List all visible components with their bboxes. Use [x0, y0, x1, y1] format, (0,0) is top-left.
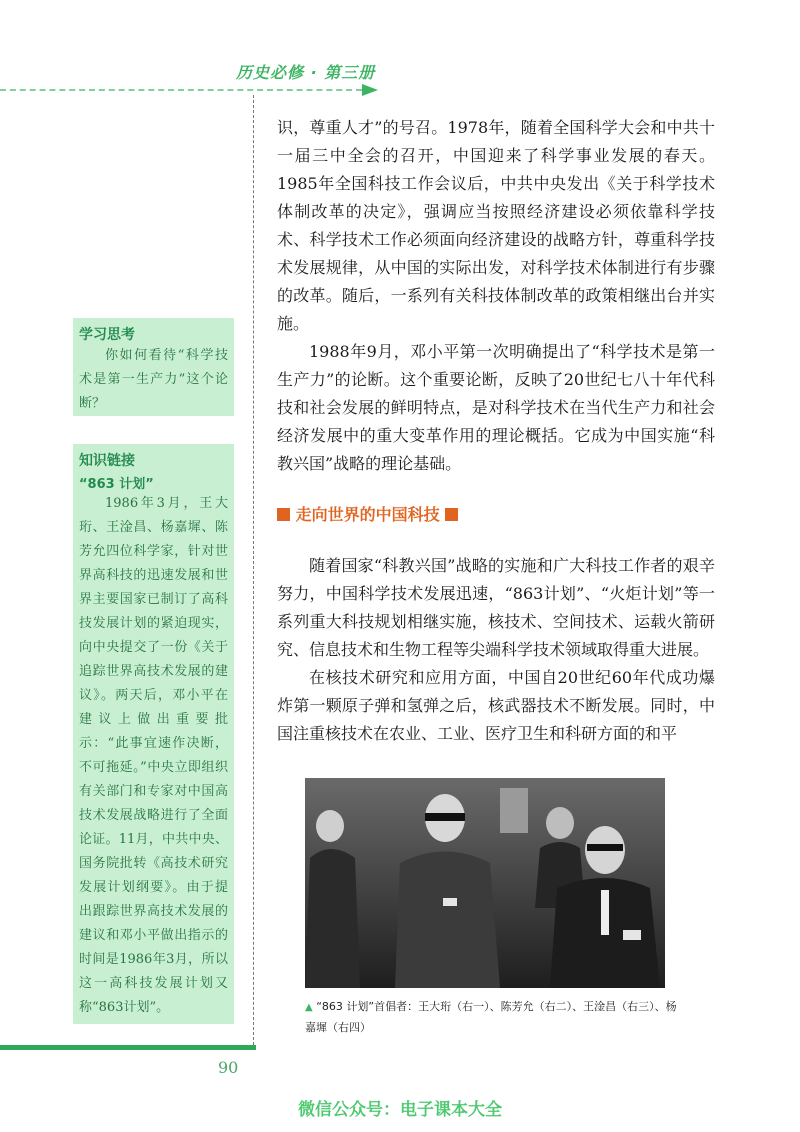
header-dashed-rule: [0, 89, 362, 91]
caption-text: “863 计划”首倡者：王大珩（右一）、陈芳允（右二）、王淦昌（右三）、杨嘉墀（右四）: [305, 1000, 677, 1034]
main-text-top: [277, 114, 715, 478]
photo-illustration: [305, 778, 665, 988]
footer-rule: [0, 1045, 256, 1050]
study-think-box: [73, 318, 234, 416]
square-bullet-icon: [445, 508, 458, 521]
historical-photo: [305, 778, 665, 988]
column-divider: [253, 95, 254, 1045]
knowledge-link-subheading: “863 计划”: [79, 477, 154, 492]
study-think-heading: 学习思考: [79, 327, 135, 343]
paragraph-3: 随着国家“科教兴国”战略的实施和广大科技工作者的艰辛努力，中国科学技术发展迅速，“863计划”、“火炬计划”等一系列重大科技规划相继实施，核技术、空间技术、运载火箭研究、信息技术和生物工程等尖端科学技术领域取得重大进展。: [277, 556, 715, 659]
knowledge-link-box: [73, 444, 234, 1024]
paragraph-4: 在核技术研究和应用方面，中国自20世纪60年代成功爆炸第一颗原子弹和氢弹之后，核武器技术不断发展。同时，中国注重核技术在农业、工业、医疗卫生和科研方面的和平: [277, 668, 715, 743]
knowledge-link-heading: 知识链接: [79, 453, 135, 469]
study-think-text: 你如何看待“科学技术是第一生产力”这个论断？: [79, 348, 228, 411]
paragraph-2: 1988年9月，邓小平第一次明确提出了“科学技术是第一生产力”的论断。这个重要论断，反映了20世纪七八十年代科技和社会发展的鲜明特点，是对科学技术在当代生产力和社会经济发展中的重大变革作用的理论概括。它成为中国实施“科教兴国”战略的理论基础。: [277, 342, 715, 473]
header-title: 历史必修 · 第三册: [236, 63, 376, 82]
header-arrow-icon: [362, 84, 378, 96]
section-title: 走向世界的中国科技: [295, 505, 440, 524]
square-bullet-icon: [277, 508, 290, 521]
page-number: 90: [218, 1058, 239, 1077]
section-heading: [277, 502, 458, 525]
knowledge-link-text: 1986年3月，王大珩、王淦昌、杨嘉墀、陈芳允四位科学家，针对世界高科技的迅速发展和世界主要国家已制订了高科技发展计划的紧迫现实，向中央提交了一份《关于追踪世界高技术发展的建议》。两天后，邓小平在建议上做出重要批示：“此事宜速作决断，不可拖延。”中央立即组织有关部门和专家对中国高技术发展战略进行了全面论证。11月，中共中央、国务院批转《高技术研究发展计划纲要》。由于提出跟踪世界高技术发展的建议和邓小平做出指示的时间是1986年3月，所以这一高科技发展计划又称“863计划”。: [79, 496, 228, 1015]
watermark: 微信公众号：电子课本大全: [298, 1100, 502, 1120]
main-text-bottom: [277, 552, 715, 748]
photo-caption: [305, 997, 685, 1038]
paragraph-1: 识，尊重人才”的号召。1978年，随着全国科学大会和中共十一届三中全会的召开，中国迎来了科学事业发展的春天。1985年全国科技工作会议后，中共中央发出《关于科学技术体制改革的决定》，强调应当按照经济建设必须依靠科学技术、科学技术工作必须面向经济建设的战略方针，尊重科学技术发展规律，从中国的实际出发，对科学技术体制进行有步骤的改革。随后，一系列有关科技体制改革的政策相继出台并实施。: [277, 118, 715, 333]
caption-triangle-icon: ▲: [305, 1002, 313, 1013]
